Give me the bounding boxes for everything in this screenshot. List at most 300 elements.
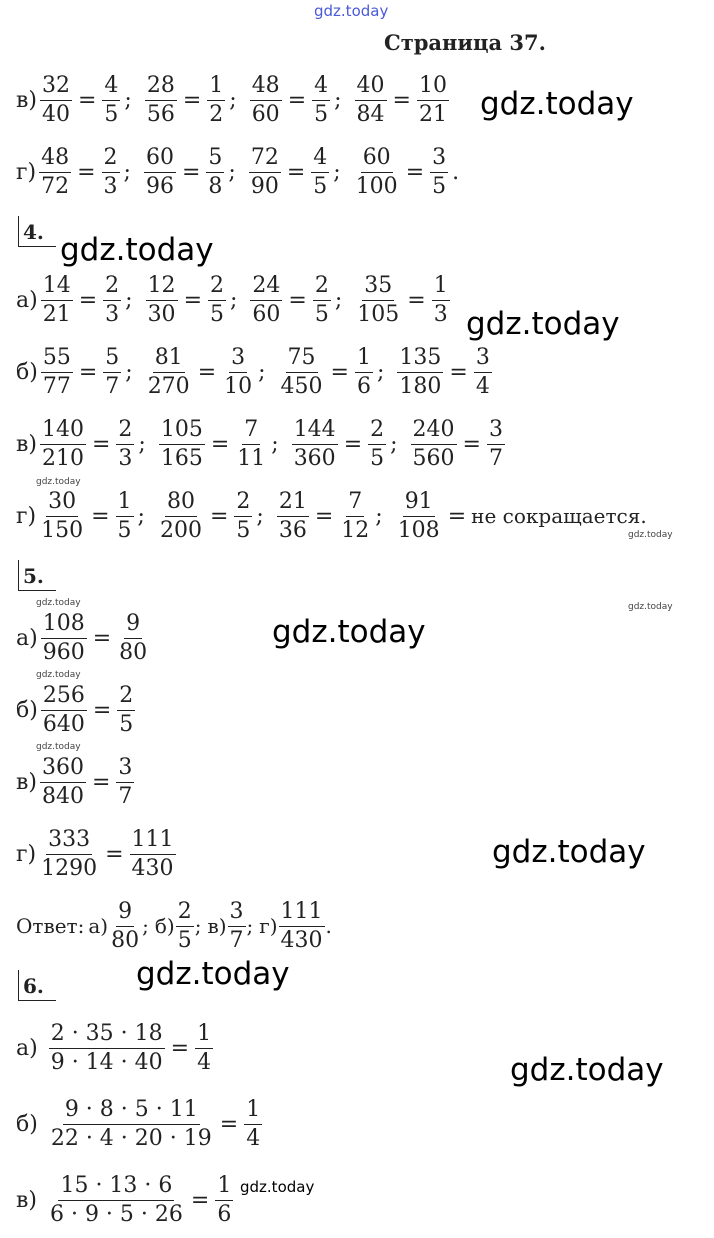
equation-row xyxy=(16,406,521,482)
watermark: gdz.today xyxy=(492,834,646,870)
denominator: 36 xyxy=(278,517,307,543)
numerator: 140 xyxy=(40,417,86,444)
numerator: 32 xyxy=(40,73,72,100)
equals-sign: = xyxy=(105,841,124,867)
row-label: г) xyxy=(16,503,37,529)
watermark: gdz.today xyxy=(510,1052,664,1088)
numerator: 2 · 35 · 18 xyxy=(49,1021,165,1048)
denominator: 960 xyxy=(42,639,85,665)
fraction xyxy=(313,273,331,327)
task5-row xyxy=(16,816,177,892)
denominator: 105 xyxy=(357,301,400,327)
answer-prefix: Ответ: xyxy=(16,914,85,938)
denominator: 80 xyxy=(119,639,148,665)
watermark: gdz.today xyxy=(136,956,290,992)
fraction xyxy=(250,273,282,327)
fraction xyxy=(102,73,120,127)
answer-row xyxy=(16,888,332,964)
row-label: в) xyxy=(16,1187,37,1213)
numerator: 2 xyxy=(368,417,386,444)
row-label: а) xyxy=(16,287,38,313)
numerator: 2 xyxy=(117,683,135,710)
equation-row xyxy=(16,62,465,138)
fraction xyxy=(411,417,457,471)
separator: ; xyxy=(125,287,133,313)
fraction xyxy=(228,899,246,953)
denominator: 7 xyxy=(488,445,503,471)
fraction xyxy=(103,273,121,327)
page-title: Страница 37. xyxy=(384,30,546,55)
watermark: gdz.today xyxy=(480,86,634,122)
denominator: 5 xyxy=(104,101,119,127)
numerator: 3 xyxy=(430,145,448,172)
numerator: 48 xyxy=(250,73,282,100)
equals-sign: = xyxy=(190,1187,210,1213)
numerator: 111 xyxy=(279,899,325,926)
fraction xyxy=(145,73,177,127)
equals-sign: = xyxy=(343,431,363,457)
numerator: 35 xyxy=(362,273,394,300)
numerator: 10 xyxy=(417,73,449,100)
equation-row xyxy=(16,262,466,338)
denominator: 40 xyxy=(41,101,70,127)
denominator: 430 xyxy=(280,927,323,953)
separator: ; xyxy=(125,359,133,385)
fraction xyxy=(430,145,448,199)
denominator: 180 xyxy=(399,373,442,399)
fraction xyxy=(117,611,149,665)
separator: ; xyxy=(229,87,237,113)
fraction xyxy=(279,899,325,953)
fraction xyxy=(109,899,141,953)
numerator: 3 xyxy=(229,345,247,372)
denominator: 360 xyxy=(293,445,336,471)
row-label: а) xyxy=(16,625,38,651)
equals-sign: = xyxy=(219,1111,239,1137)
denominator: 6 xyxy=(217,1201,232,1227)
numerator: 111 xyxy=(130,827,176,854)
fraction xyxy=(368,417,386,471)
numerator: 60 xyxy=(144,145,176,172)
denominator: 56 xyxy=(146,101,175,127)
numerator: 80 xyxy=(165,489,197,516)
equation-row xyxy=(16,334,508,410)
equals-sign: = xyxy=(449,359,468,385)
separator: ; xyxy=(334,87,342,113)
numerator: 1 xyxy=(207,73,225,100)
numerator: 1 xyxy=(432,273,450,300)
numerator: 2 xyxy=(176,899,194,926)
numerator: 5 xyxy=(206,145,224,172)
answer-label: а) xyxy=(88,914,109,938)
fraction xyxy=(144,145,176,199)
denominator: 72 xyxy=(41,173,70,199)
fraction xyxy=(292,417,338,471)
numerator: 5 xyxy=(103,345,121,372)
fraction xyxy=(49,1097,214,1151)
answer-label: г) xyxy=(259,914,278,938)
fraction xyxy=(206,145,224,199)
numerator: 72 xyxy=(249,145,281,172)
equals-sign: = xyxy=(170,1035,190,1061)
fraction xyxy=(116,489,134,543)
answer-label: б) xyxy=(154,914,175,938)
denominator: 165 xyxy=(160,445,203,471)
separator: ; xyxy=(376,359,385,385)
numerator: 75 xyxy=(286,345,318,372)
numerator: 24 xyxy=(250,273,282,300)
fraction xyxy=(41,273,73,327)
equals-sign: = xyxy=(330,359,349,385)
task6-row xyxy=(16,1086,263,1162)
denominator: 3 xyxy=(105,301,120,327)
numerator: 9 xyxy=(116,899,134,926)
denominator: 4 xyxy=(246,1125,261,1151)
equals-sign: = xyxy=(77,87,97,113)
numerator: 135 xyxy=(397,345,443,372)
numerator: 4 xyxy=(312,73,330,100)
separator: ; xyxy=(271,431,279,457)
denominator: 5 xyxy=(236,517,251,543)
denominator: 30 xyxy=(147,301,176,327)
separator: ; xyxy=(138,431,146,457)
section-4-number: 4. xyxy=(18,216,56,247)
numerator: 144 xyxy=(292,417,338,444)
fraction xyxy=(250,73,282,127)
denominator: 9 · 14 · 40 xyxy=(50,1049,163,1075)
denominator: 60 xyxy=(251,101,280,127)
row-label: б) xyxy=(16,359,38,385)
denominator: 1290 xyxy=(41,855,98,881)
denominator: 450 xyxy=(280,373,323,399)
separator: . xyxy=(325,914,332,938)
denominator: 2 xyxy=(209,101,224,127)
watermark: gdz.today xyxy=(628,530,673,540)
numerator: 30 xyxy=(46,489,78,516)
task6-row xyxy=(16,1162,234,1238)
fraction xyxy=(487,417,505,471)
denominator: 96 xyxy=(145,173,174,199)
numerator: 9 · 8 · 5 · 11 xyxy=(63,1097,200,1124)
numerator: 2 xyxy=(234,489,252,516)
fraction xyxy=(102,145,120,199)
denominator: 5 xyxy=(177,927,192,953)
numerator: 1 xyxy=(116,489,134,516)
numerator: 3 xyxy=(228,899,246,926)
watermark: gdz.today xyxy=(36,598,81,608)
fraction xyxy=(159,417,205,471)
denominator: 60 xyxy=(252,301,281,327)
row-label: б) xyxy=(16,697,38,723)
numerator: 256 xyxy=(41,683,87,710)
separator: ; xyxy=(258,359,266,385)
numerator: 55 xyxy=(41,345,73,372)
fraction xyxy=(39,489,85,543)
numerator: 14 xyxy=(41,273,73,300)
fraction xyxy=(417,73,449,127)
numerator: 2 xyxy=(116,417,134,444)
denominator: 210 xyxy=(41,445,84,471)
denominator: 6 xyxy=(356,373,371,399)
fraction xyxy=(176,899,194,953)
denominator: 200 xyxy=(159,517,202,543)
fraction xyxy=(339,489,371,543)
result-text: не сокращается. xyxy=(471,504,647,528)
denominator: 560 xyxy=(412,445,455,471)
section-6-number: 6. xyxy=(18,970,56,1001)
fraction xyxy=(195,1021,213,1075)
equals-sign: = xyxy=(182,87,202,113)
equation-row xyxy=(16,134,471,210)
fraction xyxy=(279,345,325,399)
numerator: 1 xyxy=(215,1173,233,1200)
denominator: 12 xyxy=(341,517,370,543)
task5-row xyxy=(16,744,135,820)
fraction xyxy=(117,683,135,737)
denominator: 640 xyxy=(42,711,85,737)
watermark: gdz.today xyxy=(314,2,389,20)
separator: ; xyxy=(390,431,398,457)
numerator: 3 xyxy=(116,755,134,782)
section-5-number: 5. xyxy=(18,560,56,591)
separator: ; xyxy=(230,287,238,313)
denominator: 6 · 9 · 5 · 26 xyxy=(49,1201,183,1227)
numerator: 2 xyxy=(103,273,121,300)
numerator: 240 xyxy=(411,417,457,444)
numerator: 21 xyxy=(277,489,309,516)
separator: ; xyxy=(256,503,264,529)
row-label: г) xyxy=(16,841,37,867)
row-label: в) xyxy=(16,431,37,457)
fraction xyxy=(158,489,204,543)
watermark: gdz.today xyxy=(628,602,673,612)
numerator: 7 xyxy=(242,417,260,444)
watermark: gdz.today xyxy=(36,742,81,752)
row-label: г) xyxy=(16,159,37,185)
row-label: в) xyxy=(16,769,37,795)
denominator: 3 xyxy=(433,301,448,327)
numerator: 91 xyxy=(403,489,435,516)
equals-sign: = xyxy=(288,287,307,313)
watermark: gdz.today xyxy=(240,1178,315,1196)
numerator: 2 xyxy=(313,273,331,300)
task5-row xyxy=(16,600,150,676)
separator: ; xyxy=(333,159,341,185)
numerator: 360 xyxy=(40,755,86,782)
numerator: 2 xyxy=(208,273,226,300)
numerator: 48 xyxy=(39,145,71,172)
fraction xyxy=(39,145,71,199)
fraction xyxy=(49,1021,165,1075)
equals-sign: = xyxy=(286,159,306,185)
separator: ; xyxy=(137,503,145,529)
row-label: б) xyxy=(16,1111,38,1137)
separator: ; xyxy=(228,159,236,185)
fraction xyxy=(355,345,373,399)
fraction xyxy=(235,417,267,471)
watermark: gdz.today xyxy=(466,306,620,342)
equals-sign: = xyxy=(77,159,96,185)
numerator: 333 xyxy=(46,827,92,854)
fraction xyxy=(41,683,87,737)
denominator: 3 xyxy=(103,173,118,199)
denominator: 5 xyxy=(313,173,328,199)
equals-sign: = xyxy=(405,159,425,185)
fraction xyxy=(474,345,492,399)
denominator: 5 xyxy=(119,711,134,737)
equals-sign: = xyxy=(181,159,201,185)
task6-row xyxy=(16,1010,214,1086)
fraction xyxy=(355,273,401,327)
watermark: gdz.today xyxy=(272,614,426,650)
equals-sign: = xyxy=(197,359,217,385)
fraction xyxy=(103,345,121,399)
fraction xyxy=(41,611,87,665)
equals-sign: = xyxy=(407,287,426,313)
equals-sign: = xyxy=(78,287,98,313)
row-label: а) xyxy=(16,1035,38,1061)
equation-row xyxy=(16,478,662,554)
numerator: 1 xyxy=(355,345,373,372)
equals-sign: = xyxy=(447,503,467,529)
fraction xyxy=(397,345,443,399)
denominator: 80 xyxy=(111,927,140,953)
equals-sign: = xyxy=(287,87,307,113)
denominator: 4 xyxy=(475,373,490,399)
fraction xyxy=(40,417,86,471)
watermark: gdz.today xyxy=(60,232,214,268)
denominator: 7 xyxy=(118,783,133,809)
fraction xyxy=(41,345,73,399)
fraction xyxy=(222,345,254,399)
fraction xyxy=(207,73,225,127)
numerator: 60 xyxy=(361,145,393,172)
fraction xyxy=(277,489,309,543)
equals-sign: = xyxy=(392,87,411,113)
denominator: 4 xyxy=(197,1049,212,1075)
numerator: 4 xyxy=(311,145,329,172)
row-label: в) xyxy=(16,87,37,113)
numerator: 28 xyxy=(145,73,177,100)
denominator: 7 xyxy=(229,927,244,953)
equals-sign: = xyxy=(78,359,98,385)
fraction xyxy=(130,827,176,881)
equals-sign: = xyxy=(91,431,111,457)
separator: ; xyxy=(124,87,132,113)
separator: ; xyxy=(194,914,202,938)
denominator: 5 xyxy=(370,445,385,471)
numerator: 1 xyxy=(195,1021,213,1048)
numerator: 105 xyxy=(159,417,205,444)
separator: ; xyxy=(246,914,254,938)
fraction xyxy=(234,489,252,543)
separator: ; xyxy=(334,287,343,313)
denominator: 8 xyxy=(208,173,223,199)
fraction xyxy=(40,73,72,127)
denominator: 270 xyxy=(147,373,190,399)
denominator: 5 xyxy=(117,517,132,543)
denominator: 90 xyxy=(250,173,279,199)
fraction xyxy=(48,1173,185,1227)
equals-sign: = xyxy=(183,287,202,313)
fraction xyxy=(215,1173,233,1227)
equals-sign: = xyxy=(314,503,334,529)
fraction xyxy=(116,755,134,809)
denominator: 108 xyxy=(397,517,440,543)
fraction xyxy=(208,273,226,327)
fraction xyxy=(40,755,86,809)
separator: ; xyxy=(123,159,131,185)
denominator: 21 xyxy=(42,301,71,327)
fraction xyxy=(312,73,330,127)
denominator: 5 xyxy=(314,301,329,327)
fraction xyxy=(249,145,281,199)
denominator: 5 xyxy=(432,173,447,199)
equals-sign: = xyxy=(92,697,112,723)
watermark: gdz.today xyxy=(36,670,81,680)
denominator: 5 xyxy=(314,101,329,127)
watermark: gdz.today xyxy=(36,477,81,487)
denominator: 21 xyxy=(418,101,447,127)
numerator: 108 xyxy=(41,611,87,638)
numerator: 40 xyxy=(355,73,387,100)
fraction xyxy=(311,145,329,199)
separator: . xyxy=(452,159,460,185)
numerator: 7 xyxy=(346,489,364,516)
denominator: 11 xyxy=(237,445,266,471)
equals-sign: = xyxy=(209,503,229,529)
fraction xyxy=(355,73,387,127)
numerator: 12 xyxy=(146,273,178,300)
fraction xyxy=(396,489,442,543)
denominator: 7 xyxy=(105,373,120,399)
numerator: 9 xyxy=(124,611,142,638)
equals-sign: = xyxy=(210,431,230,457)
denominator: 10 xyxy=(224,373,253,399)
fraction xyxy=(116,417,134,471)
fraction xyxy=(146,345,192,399)
fraction xyxy=(244,1097,262,1151)
separator: ; xyxy=(142,914,149,938)
denominator: 150 xyxy=(41,517,84,543)
denominator: 84 xyxy=(356,101,385,127)
equals-sign: = xyxy=(91,503,110,529)
fraction xyxy=(354,145,400,199)
denominator: 5 xyxy=(210,301,224,327)
equals-sign: = xyxy=(91,769,111,795)
fraction xyxy=(39,827,99,881)
numerator: 81 xyxy=(153,345,185,372)
numerator: 2 xyxy=(102,145,120,172)
denominator: 430 xyxy=(131,855,174,881)
denominator: 840 xyxy=(41,783,84,809)
separator: ; xyxy=(375,503,383,529)
numerator: 3 xyxy=(487,417,505,444)
denominator: 100 xyxy=(355,173,398,199)
equals-sign: = xyxy=(92,625,112,651)
numerator: 1 xyxy=(244,1097,262,1124)
numerator: 15 · 13 · 6 xyxy=(58,1173,174,1200)
denominator: 22 · 4 · 20 · 19 xyxy=(50,1125,212,1151)
equals-sign: = xyxy=(462,431,481,457)
fraction xyxy=(432,273,450,327)
denominator: 77 xyxy=(42,373,71,399)
fraction xyxy=(146,273,178,327)
numerator: 3 xyxy=(474,345,492,372)
task5-row xyxy=(16,672,136,748)
denominator: 3 xyxy=(118,445,133,471)
numerator: 4 xyxy=(102,73,120,100)
